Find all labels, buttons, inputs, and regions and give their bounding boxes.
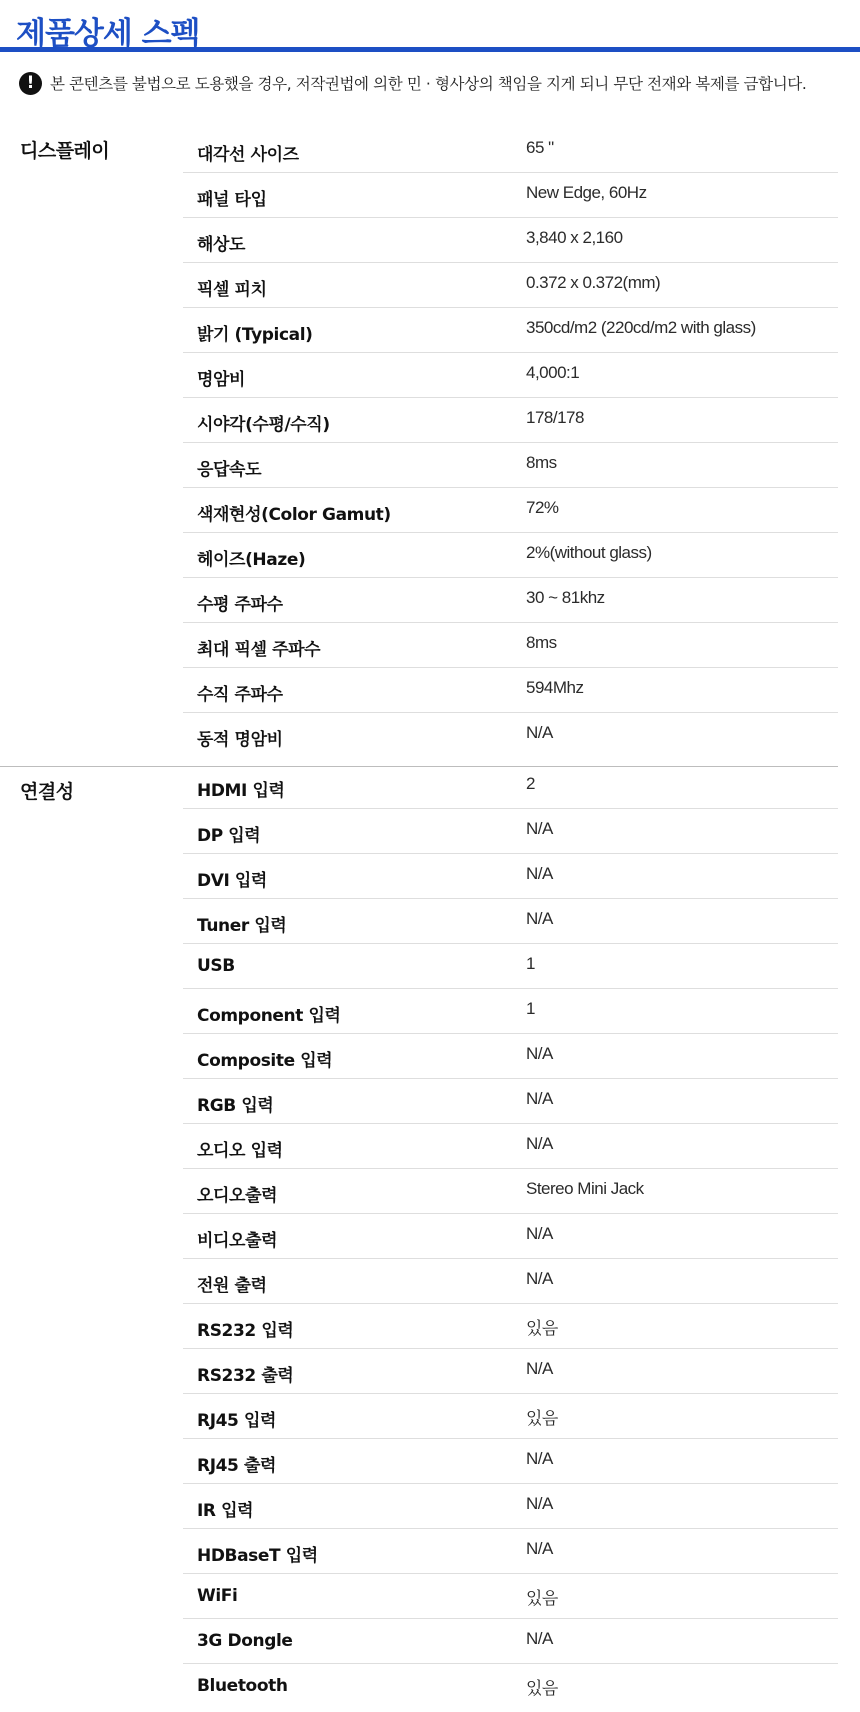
page-title: 제품상세 스펙 <box>16 16 200 52</box>
spec-label: 헤이즈(Haze) <box>197 550 306 570</box>
spec-label: 명암비 <box>197 370 246 390</box>
spec-label: Tuner 입력 <box>197 916 287 936</box>
spec-label: HDBaseT 입력 <box>197 1546 318 1566</box>
spec-value: Stereo Mini Jack <box>526 1179 644 1198</box>
spec-value: 2%(without glass) <box>526 543 652 562</box>
spec-value: 있음 <box>526 1319 558 1338</box>
spec-value: N/A <box>526 1044 553 1063</box>
spec-value: 30 ~ 81khz <box>526 588 605 607</box>
spec-value: 65 " <box>526 138 554 157</box>
spec-row <box>183 128 838 173</box>
spec-value: 72% <box>526 498 559 517</box>
spec-row <box>183 1259 838 1304</box>
spec-label: DP 입력 <box>197 826 261 846</box>
spec-value: N/A <box>526 1494 553 1513</box>
spec-row <box>183 398 838 443</box>
spec-value: N/A <box>526 723 553 742</box>
spec-rows <box>183 128 838 758</box>
spec-row <box>183 854 838 899</box>
spec-rows <box>183 764 838 1709</box>
spec-label: WiFi <box>197 1586 238 1606</box>
spec-value: 4,000:1 <box>526 363 580 382</box>
spec-value: 8ms <box>526 453 557 472</box>
spec-label: Component 입력 <box>197 1006 341 1026</box>
spec-row <box>183 1529 838 1574</box>
spec-row <box>183 1349 838 1394</box>
spec-value: New Edge, 60Hz <box>526 183 647 202</box>
spec-label: 수평 주파수 <box>197 595 283 615</box>
spec-value: 350cd/m2 (220cd/m2 with glass) <box>526 318 756 337</box>
spec-row <box>183 1079 838 1124</box>
copyright-notice <box>19 70 806 96</box>
spec-value: N/A <box>526 864 553 883</box>
spec-label: 픽셀 피치 <box>197 280 267 300</box>
spec-label: 동적 명암비 <box>197 730 283 750</box>
section-title: 연결성 <box>20 781 74 803</box>
spec-label: Composite 입력 <box>197 1051 333 1071</box>
spec-value: 3,840 x 2,160 <box>526 228 623 247</box>
title-bar <box>0 0 860 52</box>
spec-value: 2 <box>526 774 535 793</box>
spec-row <box>183 1394 838 1439</box>
spec-label: RJ45 입력 <box>197 1411 277 1431</box>
spec-row <box>183 809 838 854</box>
spec-row <box>183 488 838 533</box>
spec-row <box>183 1439 838 1484</box>
spec-row <box>183 989 838 1034</box>
spec-row <box>183 899 838 944</box>
spec-value: 1 <box>526 954 535 973</box>
spec-label: 3G Dongle <box>197 1631 293 1651</box>
spec-row <box>183 218 838 263</box>
spec-section <box>0 136 838 766</box>
spec-label: HDMI 입력 <box>197 781 285 801</box>
spec-row <box>183 1034 838 1079</box>
spec-row <box>183 1619 838 1664</box>
spec-label: DVI 입력 <box>197 871 267 891</box>
spec-value: 있음 <box>526 1409 558 1428</box>
spec-row <box>183 1169 838 1214</box>
notice-text: 본 콘텐츠를 불법으로 도용했을 경우, 저작권법에 의한 민 · 형사상의 책임을 지게 되니 무단 전재와 복제를 금합니다. <box>50 75 807 93</box>
spec-value: 있음 <box>526 1679 558 1698</box>
spec-value: N/A <box>526 1449 553 1468</box>
spec-value: N/A <box>526 1134 553 1153</box>
spec-value: 있음 <box>526 1589 558 1608</box>
spec-row <box>183 1304 838 1349</box>
spec-label: 해상도 <box>197 235 246 255</box>
spec-label: RGB 입력 <box>197 1096 274 1116</box>
spec-row <box>183 1124 838 1169</box>
spec-label: 오디오 입력 <box>197 1141 283 1161</box>
spec-row <box>183 263 838 308</box>
spec-row <box>183 533 838 578</box>
spec-label: 패널 타입 <box>197 190 267 210</box>
spec-row <box>183 353 838 398</box>
spec-row <box>183 1574 838 1619</box>
spec-label: 밝기 (Typical) <box>197 325 313 345</box>
spec-label: IR 입력 <box>197 1501 254 1521</box>
spec-row <box>183 623 838 668</box>
spec-label: 색재현성(Color Gamut) <box>197 505 391 525</box>
spec-row <box>183 944 838 989</box>
spec-row <box>183 1664 838 1709</box>
spec-row <box>183 308 838 353</box>
spec-value: N/A <box>526 1359 553 1378</box>
spec-label: 수직 주파수 <box>197 685 283 705</box>
spec-row <box>183 443 838 488</box>
spec-label: 오디오출력 <box>197 1186 278 1206</box>
spec-row <box>183 1484 838 1529</box>
spec-value: 1 <box>526 999 535 1018</box>
spec-value: N/A <box>526 819 553 838</box>
spec-label: 전원 출력 <box>197 1276 267 1296</box>
spec-value: N/A <box>526 1539 553 1558</box>
spec-row <box>183 668 838 713</box>
spec-value: 8ms <box>526 633 557 652</box>
exclamation-icon: ! <box>19 72 42 95</box>
spec-label: 응답속도 <box>197 460 262 480</box>
spec-label: RS232 입력 <box>197 1321 294 1341</box>
spec-section <box>0 766 838 1712</box>
spec-label: 비디오출력 <box>197 1231 278 1251</box>
spec-row <box>183 173 838 218</box>
spec-label: RJ45 출력 <box>197 1456 277 1476</box>
spec-value: 594Mhz <box>526 678 584 697</box>
spec-label: RS232 출력 <box>197 1366 294 1386</box>
spec-value: N/A <box>526 1089 553 1108</box>
spec-label: 시야각(수평/수직) <box>197 415 330 435</box>
spec-row <box>183 578 838 623</box>
spec-value: N/A <box>526 1269 553 1288</box>
spec-value: N/A <box>526 1224 553 1243</box>
spec-value: 178/178 <box>526 408 584 427</box>
spec-value: N/A <box>526 1629 553 1648</box>
section-title: 디스플레이 <box>20 140 110 162</box>
spec-label: 대각선 사이즈 <box>197 145 299 165</box>
spec-label: Bluetooth <box>197 1676 288 1696</box>
spec-label: 최대 픽셀 주파수 <box>197 640 321 660</box>
spec-row <box>183 713 838 758</box>
spec-row <box>183 764 838 809</box>
spec-value: 0.372 x 0.372(mm) <box>526 273 661 292</box>
spec-value: N/A <box>526 909 553 928</box>
spec-row <box>183 1214 838 1259</box>
spec-label: USB <box>197 956 235 976</box>
